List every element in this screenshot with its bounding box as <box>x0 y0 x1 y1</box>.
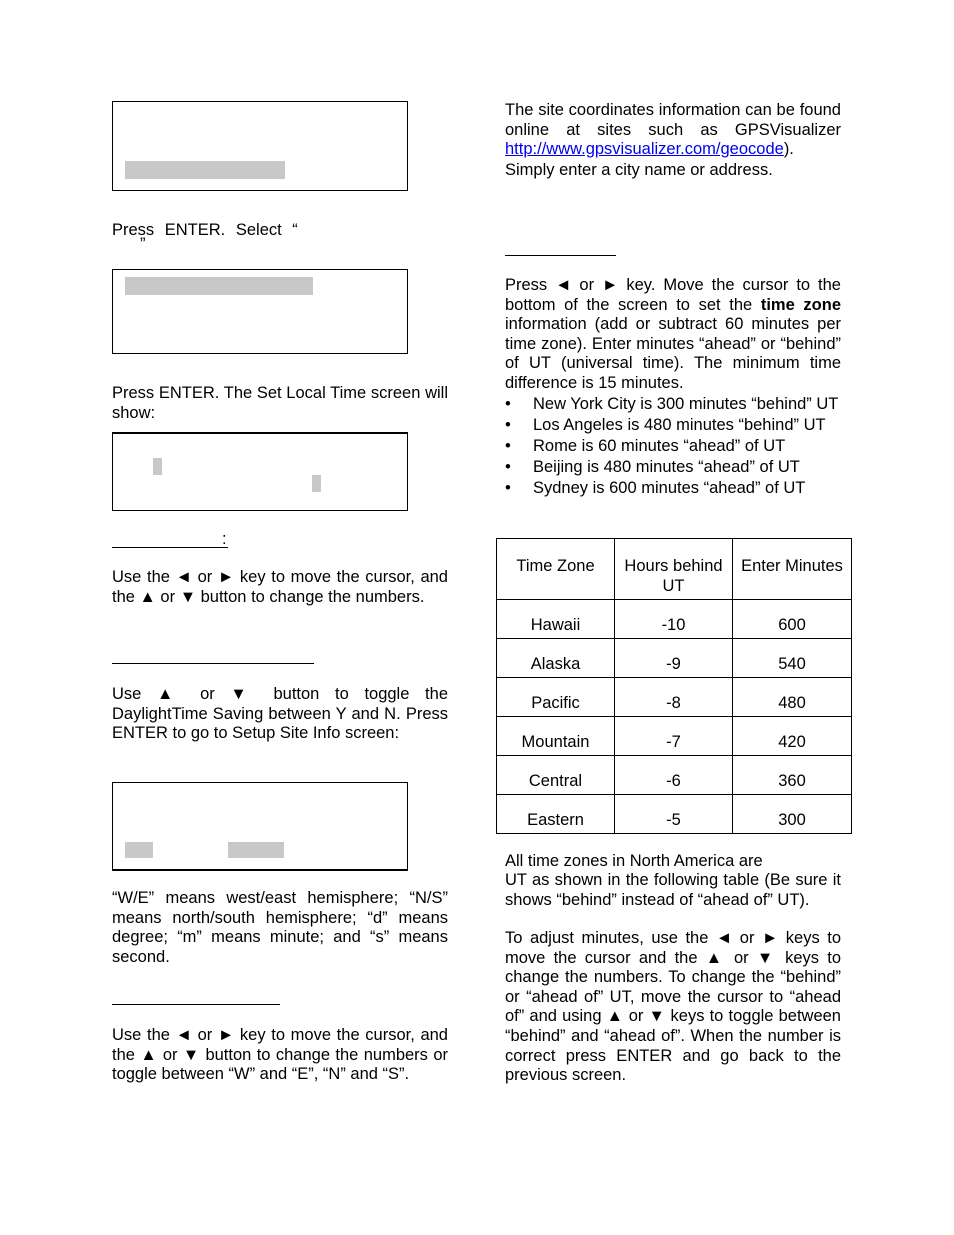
timezone-examples-list <box>505 395 841 499</box>
list-item <box>505 395 841 415</box>
lcd-highlight-field <box>228 842 284 858</box>
timezone-table <box>496 538 852 834</box>
cursor-instructions: Use the ◄ or ► key to move the cursor, and the ▲ or ▼ button to change the numbers. <box>112 568 448 606</box>
section-heading-underline <box>505 255 616 256</box>
section-heading-colon: : <box>222 530 227 548</box>
list-item-text: New York City is 300 minutes “behind” UT <box>533 395 839 413</box>
all-zones-line-2: UT as shown in the following table (Be sure it shows “behind” instead of “ahead of” UT). <box>505 871 841 909</box>
lcd-highlight-field <box>125 842 153 858</box>
lcd-screen-site-info <box>112 782 408 871</box>
timezone-text-cont: information (add or subtract 60 minutes per time zone). Enter minutes “ahead” or “behind” of UT (universal time). The minimum time difference is 15 minutes. <box>505 315 841 392</box>
table-cell: Mountain <box>497 717 615 756</box>
section-heading-underline <box>112 663 314 664</box>
table-cell: -9 <box>615 639 733 678</box>
list-item <box>505 479 841 499</box>
timezone-paragraph <box>505 276 841 394</box>
coordinates-text: The site coordinates information can be found online at sites such as GPSVisualizer <box>505 101 841 139</box>
bullet-icon: • <box>505 436 511 455</box>
header-text: Time Zone <box>516 557 595 575</box>
table-header-cell <box>615 539 733 600</box>
table-cell: 420 <box>733 717 852 756</box>
bullet-icon: • <box>505 415 511 434</box>
table-cell: 540 <box>733 639 852 678</box>
gpsvisualizer-link[interactable]: http://www.gpsvisualizer.com/geocode <box>505 140 784 159</box>
table-cell: -5 <box>615 795 733 834</box>
hemisphere-explanation: “W/E” means west/east hemisphere; “N/S” means north/south hemisphere; “d” means degree; “m” means minute; and “s” means second. <box>112 889 448 966</box>
list-item-text: Rome is 60 minutes “ahead” of UT <box>533 436 786 455</box>
timezone-bold: time zone <box>760 295 841 314</box>
list-item-text: Sydney is 600 minutes “ahead” of UT <box>533 478 806 497</box>
select-instruction-text: Press ENTER. Select “ <box>112 221 298 239</box>
select-instruction <box>112 221 448 241</box>
table-row <box>497 600 852 639</box>
table-cell: Eastern <box>497 795 615 834</box>
table-cell: 360 <box>733 756 852 795</box>
lcd-cursor <box>312 475 321 492</box>
table-row <box>497 639 852 678</box>
list-item <box>505 416 841 436</box>
lcd-screen-2 <box>112 269 408 354</box>
all-zones-line-1: All time zones in North America are <box>505 852 763 870</box>
table-cell: Central <box>497 756 615 795</box>
section-heading-underline <box>112 1004 280 1005</box>
lcd-screen-1 <box>112 101 408 191</box>
table-header-cell <box>497 539 615 600</box>
table-cell: 480 <box>733 678 852 717</box>
table-header-cell <box>733 539 852 600</box>
table-cell: Pacific <box>497 678 615 717</box>
bullet-icon: • <box>505 395 511 413</box>
table-cell: -10 <box>615 600 733 639</box>
header-text: Enter Minutes <box>741 557 843 575</box>
table-cell: Hawaii <box>497 600 615 639</box>
lcd-cursor <box>153 458 162 475</box>
section-heading-underline <box>112 547 228 548</box>
table-cell: 300 <box>733 795 852 834</box>
adjust-minutes-paragraph: To adjust minutes, use the ◄ or ► keys to move the cursor and the ▲ or ▼ keys to change the numbers. To change the “behind” or “ahead of” UT, move the cursor to “ahead of” and using ▲ or ▼ keys to toggle between “behind” and “ahead of”. When the number is correct press ENTER and go back to the previous screen. <box>505 929 841 1085</box>
table-cell: 600 <box>733 600 852 639</box>
list-item-text: Los Angeles is 480 minutes “behind” UT <box>533 415 826 434</box>
list-item-text: Beijing is 480 minutes “ahead” of UT <box>533 457 800 476</box>
bullet-icon: • <box>505 478 511 497</box>
list-item <box>505 437 841 457</box>
lcd-highlight-bar <box>125 277 313 295</box>
bullet-icon: • <box>505 457 511 476</box>
coordinates-tip: Simply enter a city name or address. <box>505 161 773 179</box>
table-cell: Alaska <box>497 639 615 678</box>
table-cell: -6 <box>615 756 733 795</box>
table-row <box>497 795 852 834</box>
timezone-text: Press ◄ or ► key. Move the cursor to the bottom of the screen to set the <box>505 276 841 314</box>
coordinates-paragraph <box>505 101 841 160</box>
table-cell: -7 <box>615 717 733 756</box>
table-header-row <box>497 539 852 600</box>
coordinates-text-close: ). <box>783 140 794 159</box>
list-item <box>505 458 841 478</box>
lcd-screen-set-local-time <box>112 432 408 511</box>
header-text: Hours behind UT <box>624 557 723 595</box>
table-row <box>497 717 852 756</box>
select-instruction-closequote: ” <box>140 235 146 253</box>
lcd-highlight-bar <box>125 161 285 179</box>
toggle-we-instructions: Use the ◄ or ► key to move the cursor, and the ▲ or ▼ button to change the numbers or toggle between “W” and “E”, “N” and “S”. <box>112 1026 448 1084</box>
daylight-instructions: Use ▲ or ▼ button to toggle the DaylightTime Saving between Y and N. Press ENTER to go to Setup Site Info screen: <box>112 685 448 743</box>
table-cell: -8 <box>615 678 733 717</box>
set-local-time-paragraph: Press ENTER. The Set Local Time screen will show: <box>112 384 448 422</box>
table-row <box>497 756 852 795</box>
table-row <box>497 678 852 717</box>
